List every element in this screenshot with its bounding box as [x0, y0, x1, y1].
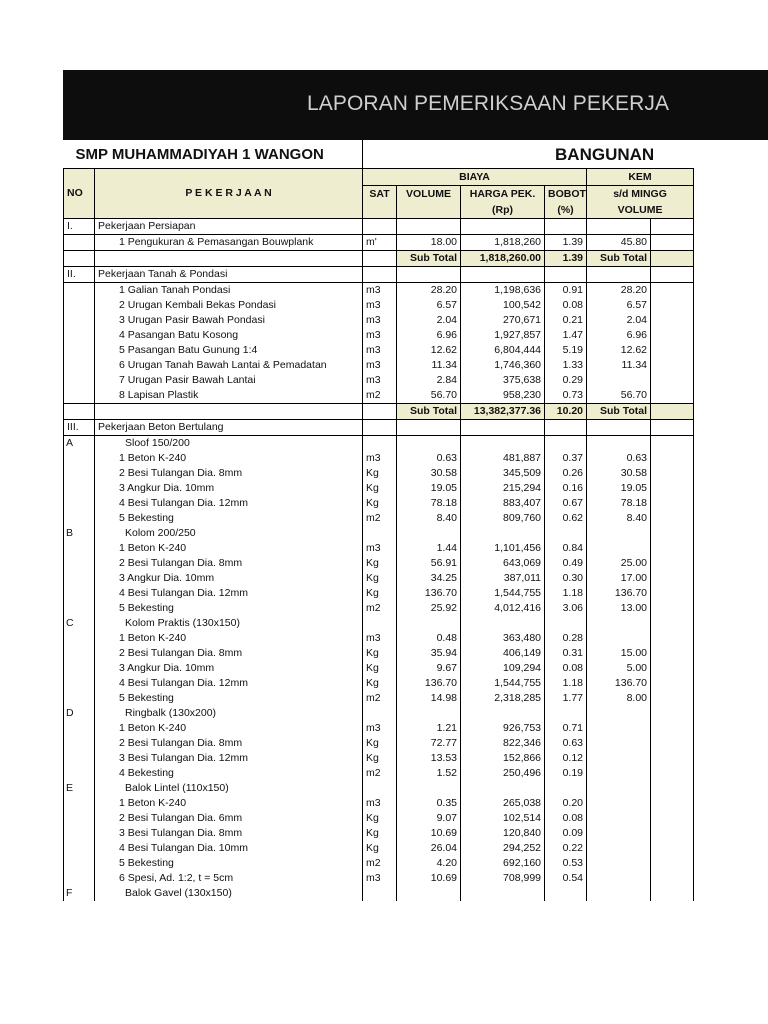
item-price: 152,866 — [461, 751, 545, 766]
group-letter: F — [64, 886, 95, 901]
item-weight: 0.54 — [545, 871, 587, 886]
pct-header: (%) — [545, 202, 587, 219]
item-row — [64, 796, 694, 811]
item-volume: 30.58 — [397, 466, 461, 481]
item-progress-volume — [587, 541, 651, 556]
group-row — [64, 781, 694, 796]
item-label: 2 Besi Tulangan Dia. 8mm — [95, 736, 363, 751]
item-progress-volume: 0.63 — [587, 451, 651, 466]
item-volume: 0.48 — [397, 631, 461, 646]
item-weight: 1.33 — [545, 358, 587, 373]
section-label: Pekerjaan Beton Bertulang — [95, 420, 363, 436]
item-weight: 0.49 — [545, 556, 587, 571]
group-label: Ringbalk (130x200) — [95, 706, 363, 721]
item-progress-volume: 15.00 — [587, 646, 651, 661]
item-unit: Kg — [363, 646, 397, 661]
item-row — [64, 541, 694, 556]
rp-header: (Rp) — [461, 202, 545, 219]
item-row — [64, 661, 694, 676]
item-weight: 0.37 — [545, 451, 587, 466]
item-row — [64, 826, 694, 841]
item-unit: m2 — [363, 388, 397, 404]
item-unit: m3 — [363, 796, 397, 811]
item-price: 109,294 — [461, 661, 545, 676]
group-row — [64, 886, 694, 901]
group-label: Kolom Praktis (130x150) — [95, 616, 363, 631]
item-progress-volume: 28.20 — [587, 283, 651, 299]
item-row — [64, 736, 694, 751]
item-weight: 5.19 — [545, 343, 587, 358]
item-progress-volume: 45.80 — [587, 235, 651, 251]
item-volume: 10.69 — [397, 826, 461, 841]
item-volume: 56.70 — [397, 388, 461, 404]
group-row — [64, 616, 694, 631]
title-row — [64, 140, 694, 169]
item-price: 270,671 — [461, 313, 545, 328]
group-row — [64, 436, 694, 452]
item-weight: 0.30 — [545, 571, 587, 586]
item-price: 4,012,416 — [461, 601, 545, 616]
item-unit: m3 — [363, 373, 397, 388]
item-row — [64, 856, 694, 871]
item-price: 822,346 — [461, 736, 545, 751]
item-price: 883,407 — [461, 496, 545, 511]
item-weight: 0.26 — [545, 466, 587, 481]
item-volume: 136.70 — [397, 586, 461, 601]
item-price: 2,318,285 — [461, 691, 545, 706]
item-weight: 0.67 — [545, 496, 587, 511]
item-progress-volume: 11.34 — [587, 358, 651, 373]
subtotal-price: 13,382,377.36 — [461, 404, 545, 420]
item-weight: 0.91 — [545, 283, 587, 299]
item-label: 6 Spesi, Ad. 1:2, t = 5cm — [95, 871, 363, 886]
item-progress-volume — [587, 751, 651, 766]
item-row — [64, 646, 694, 661]
header-row-2 — [64, 186, 694, 203]
item-volume: 18.00 — [397, 235, 461, 251]
item-price: 1,818,260 — [461, 235, 545, 251]
item-weight: 0.62 — [545, 511, 587, 526]
item-unit: Kg — [363, 676, 397, 691]
item-progress-volume: 136.70 — [587, 586, 651, 601]
item-price: 345,509 — [461, 466, 545, 481]
item-price: 102,514 — [461, 811, 545, 826]
item-unit: Kg — [363, 586, 397, 601]
item-weight: 0.16 — [545, 481, 587, 496]
item-row — [64, 388, 694, 404]
subtotal-price: 1,818,260.00 — [461, 251, 545, 267]
item-volume: 14.98 — [397, 691, 461, 706]
item-unit: Kg — [363, 556, 397, 571]
item-volume: 26.04 — [397, 841, 461, 856]
item-weight: 0.22 — [545, 841, 587, 856]
item-label: 4 Bekesting — [95, 766, 363, 781]
item-weight: 0.73 — [545, 388, 587, 404]
harga-header: HARGA PEK. — [461, 186, 545, 203]
item-label: 2 Besi Tulangan Dia. 6mm — [95, 811, 363, 826]
bobot-header: BOBOT — [545, 186, 587, 203]
item-unit: m2 — [363, 691, 397, 706]
item-progress-volume: 17.00 — [587, 571, 651, 586]
group-letter: A — [64, 436, 95, 452]
item-volume: 2.04 — [397, 313, 461, 328]
subtotal-weight: 10.20 — [545, 404, 587, 420]
item-row — [64, 358, 694, 373]
item-volume: 8.40 — [397, 511, 461, 526]
item-price: 100,542 — [461, 298, 545, 313]
item-volume: 72.77 — [397, 736, 461, 751]
item-progress-volume: 5.00 — [587, 661, 651, 676]
item-row — [64, 601, 694, 616]
section-number: II. — [64, 267, 95, 283]
subtotal-row — [64, 404, 694, 420]
item-weight: 0.08 — [545, 298, 587, 313]
report-title: LAPORAN PEMERIKSAAN PEKERJA — [307, 92, 670, 115]
item-unit: Kg — [363, 481, 397, 496]
item-volume: 136.70 — [397, 676, 461, 691]
item-volume: 25.92 — [397, 601, 461, 616]
item-unit: Kg — [363, 571, 397, 586]
section-label: Pekerjaan Tanah & Pondasi — [95, 267, 363, 283]
item-row — [64, 451, 694, 466]
item-volume: 9.67 — [397, 661, 461, 676]
item-price: 265,038 — [461, 796, 545, 811]
item-price: 1,927,857 — [461, 328, 545, 343]
item-unit: m3 — [363, 313, 397, 328]
subtotal-label: Sub Total — [397, 251, 461, 267]
work-table — [63, 140, 694, 901]
item-row — [64, 283, 694, 299]
header-row-3 — [64, 202, 694, 219]
item-price: 708,999 — [461, 871, 545, 886]
item-volume: 10.69 — [397, 871, 461, 886]
item-price: 406,149 — [461, 646, 545, 661]
item-weight: 0.09 — [545, 826, 587, 841]
item-price: 387,011 — [461, 571, 545, 586]
item-weight: 0.71 — [545, 721, 587, 736]
item-row — [64, 751, 694, 766]
item-volume: 56.91 — [397, 556, 461, 571]
group-label: Balok Gavel (130x150) — [95, 886, 363, 901]
item-label: 5 Bekesting — [95, 511, 363, 526]
item-label: 3 Besi Tulangan Dia. 12mm — [95, 751, 363, 766]
item-unit: Kg — [363, 466, 397, 481]
item-volume: 12.62 — [397, 343, 461, 358]
item-row — [64, 586, 694, 601]
pekerjaan-header: P E K E R J A A N — [95, 186, 363, 203]
item-label: 5 Bekesting — [95, 691, 363, 706]
item-unit: m2 — [363, 511, 397, 526]
item-unit: m2 — [363, 601, 397, 616]
item-label: 4 Besi Tulangan Dia. 12mm — [95, 676, 363, 691]
section-number: I. — [64, 219, 95, 235]
volume-header: VOLUME — [397, 186, 461, 203]
item-weight: 0.20 — [545, 796, 587, 811]
item-price: 809,760 — [461, 511, 545, 526]
item-price: 215,294 — [461, 481, 545, 496]
item-unit: Kg — [363, 826, 397, 841]
item-volume: 1.44 — [397, 541, 461, 556]
item-unit: m3 — [363, 721, 397, 736]
item-row — [64, 481, 694, 496]
item-row — [64, 571, 694, 586]
section-label: Pekerjaan Persiapan — [95, 219, 363, 235]
item-unit: Kg — [363, 661, 397, 676]
item-price: 120,840 — [461, 826, 545, 841]
item-price: 1,544,755 — [461, 586, 545, 601]
item-volume: 11.34 — [397, 358, 461, 373]
item-price: 1,101,456 — [461, 541, 545, 556]
item-price: 294,252 — [461, 841, 545, 856]
item-weight: 0.29 — [545, 373, 587, 388]
item-row — [64, 676, 694, 691]
subtotal-label: Sub Total — [397, 404, 461, 420]
item-weight: 0.63 — [545, 736, 587, 751]
item-label: 3 Urugan Pasir Bawah Pondasi — [95, 313, 363, 328]
building-label: BANGUNAN — [363, 140, 694, 169]
item-label: 1 Beton K-240 — [95, 796, 363, 811]
subtotal-progress-label: Sub Total — [587, 251, 651, 267]
item-weight: 3.06 — [545, 601, 587, 616]
item-progress-volume — [587, 721, 651, 736]
item-row — [64, 766, 694, 781]
item-unit: m3 — [363, 541, 397, 556]
item-progress-volume: 6.96 — [587, 328, 651, 343]
item-weight: 0.31 — [545, 646, 587, 661]
item-unit: m3 — [363, 871, 397, 886]
group-label: Sloof 150/200 — [95, 436, 363, 452]
item-progress-volume — [587, 811, 651, 826]
volume2-header: VOLUME — [587, 202, 694, 219]
item-volume: 0.63 — [397, 451, 461, 466]
item-unit: Kg — [363, 736, 397, 751]
item-price: 692,160 — [461, 856, 545, 871]
item-row — [64, 631, 694, 646]
item-row — [64, 811, 694, 826]
item-label: 4 Pasangan Batu Kosong — [95, 328, 363, 343]
item-row — [64, 511, 694, 526]
item-label: 2 Besi Tulangan Dia. 8mm — [95, 466, 363, 481]
item-row — [64, 373, 694, 388]
item-row — [64, 328, 694, 343]
item-label: 4 Besi Tulangan Dia. 10mm — [95, 841, 363, 856]
item-volume: 0.35 — [397, 796, 461, 811]
item-row — [64, 496, 694, 511]
item-progress-volume: 8.00 — [587, 691, 651, 706]
item-label: 1 Beton K-240 — [95, 721, 363, 736]
item-label: 3 Angkur Dia. 10mm — [95, 571, 363, 586]
item-label: 4 Besi Tulangan Dia. 12mm — [95, 496, 363, 511]
item-label: 1 Galian Tanah Pondasi — [95, 283, 363, 299]
item-label: 2 Besi Tulangan Dia. 8mm — [95, 556, 363, 571]
item-volume: 2.84 — [397, 373, 461, 388]
item-price: 375,638 — [461, 373, 545, 388]
item-row — [64, 343, 694, 358]
subtotal-progress-label: Sub Total — [587, 404, 651, 420]
item-row — [64, 556, 694, 571]
item-progress-volume: 78.18 — [587, 496, 651, 511]
item-progress-volume — [587, 871, 651, 886]
item-progress-volume: 13.00 — [587, 601, 651, 616]
item-progress-volume: 8.40 — [587, 511, 651, 526]
item-progress-volume: 56.70 — [587, 388, 651, 404]
item-weight: 1.77 — [545, 691, 587, 706]
header-row-1 — [64, 169, 694, 186]
subtotal-row — [64, 251, 694, 267]
group-letter: D — [64, 706, 95, 721]
item-progress-volume: 12.62 — [587, 343, 651, 358]
section-row — [64, 219, 694, 235]
item-row — [64, 313, 694, 328]
item-weight: 0.08 — [545, 661, 587, 676]
kemajuan-header: KEM — [587, 169, 694, 186]
item-weight: 0.53 — [545, 856, 587, 871]
item-progress-volume — [587, 736, 651, 751]
item-unit: m3 — [363, 328, 397, 343]
item-price: 250,496 — [461, 766, 545, 781]
item-volume: 19.05 — [397, 481, 461, 496]
item-unit: m3 — [363, 451, 397, 466]
item-weight: 0.08 — [545, 811, 587, 826]
item-progress-volume — [587, 766, 651, 781]
item-progress-volume — [587, 631, 651, 646]
sat-header: SAT — [363, 186, 397, 203]
item-weight: 0.84 — [545, 541, 587, 556]
item-volume: 35.94 — [397, 646, 461, 661]
item-progress-volume: 2.04 — [587, 313, 651, 328]
item-weight: 1.18 — [545, 586, 587, 601]
item-row — [64, 721, 694, 736]
item-weight: 1.47 — [545, 328, 587, 343]
item-volume: 6.96 — [397, 328, 461, 343]
item-price: 643,069 — [461, 556, 545, 571]
item-price: 6,804,444 — [461, 343, 545, 358]
item-price: 1,198,636 — [461, 283, 545, 299]
item-unit: m3 — [363, 343, 397, 358]
item-row — [64, 691, 694, 706]
item-progress-volume — [587, 841, 651, 856]
item-progress-volume — [587, 796, 651, 811]
item-volume: 78.18 — [397, 496, 461, 511]
section-number: III. — [64, 420, 95, 436]
item-weight: 0.12 — [545, 751, 587, 766]
group-label: Balok Lintel (110x150) — [95, 781, 363, 796]
item-weight: 0.21 — [545, 313, 587, 328]
item-label: 5 Bekesting — [95, 856, 363, 871]
item-label: 1 Beton K-240 — [95, 541, 363, 556]
item-progress-volume — [587, 856, 651, 871]
section-row — [64, 420, 694, 436]
item-unit: Kg — [363, 841, 397, 856]
school-name: SMP MUHAMMADIYAH 1 WANGON — [64, 140, 363, 169]
item-weight: 0.28 — [545, 631, 587, 646]
item-unit: Kg — [363, 751, 397, 766]
group-row — [64, 526, 694, 541]
item-unit: Kg — [363, 811, 397, 826]
group-letter: C — [64, 616, 95, 631]
item-unit: m' — [363, 235, 397, 251]
item-price: 1,746,360 — [461, 358, 545, 373]
item-volume: 1.52 — [397, 766, 461, 781]
item-progress-volume: 19.05 — [587, 481, 651, 496]
item-row — [64, 466, 694, 481]
item-weight: 1.39 — [545, 235, 587, 251]
item-label: 5 Pasangan Batu Gunung 1:4 — [95, 343, 363, 358]
item-row — [64, 871, 694, 886]
item-row — [64, 841, 694, 856]
item-price: 926,753 — [461, 721, 545, 736]
item-label: 4 Besi Tulangan Dia. 12mm — [95, 586, 363, 601]
item-weight: 1.18 — [545, 676, 587, 691]
item-label: 3 Besi Tulangan Dia. 8mm — [95, 826, 363, 841]
item-unit: m3 — [363, 298, 397, 313]
group-row — [64, 706, 694, 721]
item-unit: m2 — [363, 766, 397, 781]
item-label: 2 Besi Tulangan Dia. 8mm — [95, 646, 363, 661]
item-unit: Kg — [363, 496, 397, 511]
no-header: NO — [64, 186, 95, 203]
item-price: 1,544,755 — [461, 676, 545, 691]
spreadsheet — [63, 140, 768, 950]
minggu-header: s/d MINGG — [587, 186, 694, 203]
item-unit: m3 — [363, 358, 397, 373]
item-label: 2 Urugan Kembali Bekas Pondasi — [95, 298, 363, 313]
item-volume: 13.53 — [397, 751, 461, 766]
item-progress-volume — [587, 826, 651, 841]
item-volume: 28.20 — [397, 283, 461, 299]
report-banner — [63, 70, 768, 140]
item-label: 1 Beton K-240 — [95, 631, 363, 646]
group-letter: B — [64, 526, 95, 541]
item-weight: 0.19 — [545, 766, 587, 781]
item-row — [64, 298, 694, 313]
item-unit: m3 — [363, 283, 397, 299]
item-label: 1 Pengukuran & Pemasangan Bouwplank — [95, 235, 363, 251]
item-volume: 34.25 — [397, 571, 461, 586]
item-progress-volume: 6.57 — [587, 298, 651, 313]
item-volume: 9.07 — [397, 811, 461, 826]
item-label: 7 Urugan Pasir Bawah Lantai — [95, 373, 363, 388]
item-volume: 4.20 — [397, 856, 461, 871]
subtotal-weight: 1.39 — [545, 251, 587, 267]
item-label: 6 Urugan Tanah Bawah Lantai & Pemadatan — [95, 358, 363, 373]
item-label: 3 Angkur Dia. 10mm — [95, 661, 363, 676]
section-row — [64, 267, 694, 283]
item-label: 5 Bekesting — [95, 601, 363, 616]
group-label: Kolom 200/250 — [95, 526, 363, 541]
group-letter: E — [64, 781, 95, 796]
biaya-header: BIAYA — [363, 169, 587, 186]
item-volume: 6.57 — [397, 298, 461, 313]
item-volume: 1.21 — [397, 721, 461, 736]
item-label: 8 Lapisan Plastik — [95, 388, 363, 404]
item-unit: m3 — [363, 631, 397, 646]
item-progress-volume: 136.70 — [587, 676, 651, 691]
item-progress-volume: 25.00 — [587, 556, 651, 571]
item-label: 1 Beton K-240 — [95, 451, 363, 466]
item-progress-volume — [587, 373, 651, 388]
item-price: 481,887 — [461, 451, 545, 466]
item-unit: m2 — [363, 856, 397, 871]
item-price: 363,480 — [461, 631, 545, 646]
item-row — [64, 235, 694, 251]
item-progress-volume: 30.58 — [587, 466, 651, 481]
item-price: 958,230 — [461, 388, 545, 404]
item-label: 3 Angkur Dia. 10mm — [95, 481, 363, 496]
